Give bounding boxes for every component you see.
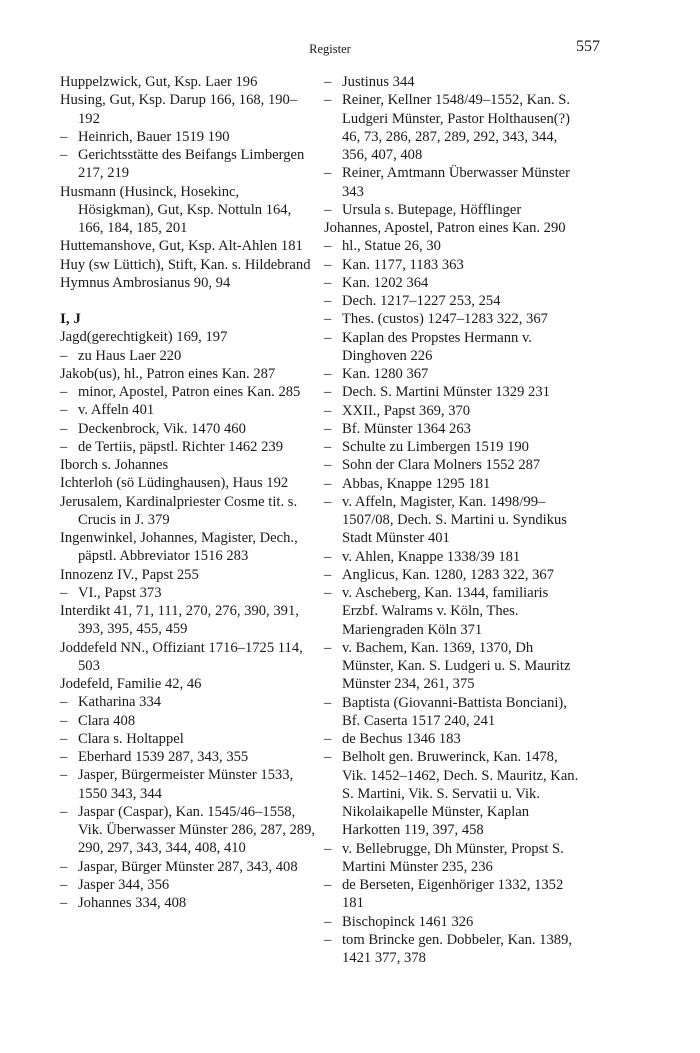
entry-text: Jakob(us), hl., Patron eines Kan. 287 [60, 365, 276, 382]
entry-text: de Bechus 1346 183 [342, 731, 461, 747]
index-subentry [60, 438, 318, 456]
entry-text: de Tertiis, päpstl. Richter 1462 239 [78, 438, 284, 455]
index-entry [60, 493, 318, 530]
index-subentry [324, 438, 582, 456]
subentry-dash: – [324, 201, 332, 218]
subentry-dash: – [60, 694, 68, 711]
entry-text: Huppelzwick, Gut, Ksp. Laer 196 [60, 74, 258, 90]
entry-text: Johannes 334, 408 [78, 895, 187, 911]
subentry-dash: – [324, 420, 332, 437]
entry-text: Heinrich, Bauer 1519 190 [78, 128, 230, 145]
entry-text: Johannes, Apostel, Patron eines Kan. 290 [324, 220, 566, 236]
entry-text: Gerichtsstätte des Beifangs Limbergen 217, 219 [78, 147, 305, 182]
index-subentry [324, 329, 582, 366]
index-subentry [324, 876, 582, 913]
subentry-dash: – [324, 639, 332, 656]
entry-text: Huttemanshove, Gut, Ksp. Alt-Ahlen 181 [60, 238, 303, 255]
subentry-dash: – [60, 712, 68, 729]
index-subentry [324, 274, 582, 292]
entry-text: Jagd(gerechtigkeit) 169, 197 [60, 329, 228, 346]
entry-text: Jerusalem, Kardinalpriester Cosme tit. s. Crucis in J. 379 [60, 493, 298, 528]
entry-text: Dech. 1217–1227 253, 254 [342, 293, 501, 309]
subentry-dash: – [60, 402, 68, 419]
index-column-left [60, 73, 318, 912]
entry-text: tom Brincke gen. Dobbeler, Kan. 1389, 1421 377, 378 [342, 931, 573, 966]
index-subentry [324, 256, 582, 274]
subentry-dash: – [324, 165, 332, 182]
index-subentry [60, 766, 318, 803]
subentry-dash: – [60, 384, 68, 400]
subentry-dash: – [324, 92, 332, 109]
subentry-dash: – [324, 694, 332, 711]
index-subentry [324, 548, 582, 566]
index-subentry [60, 584, 318, 602]
index-entry [60, 183, 318, 238]
entry-text: Ingenwinkel, Johannes, Magister, Dech., päpstl. Abbreviator 1516 283 [60, 530, 298, 565]
index-entry [60, 328, 318, 346]
entry-text: minor, Apostel, Patron eines Kan. 285 [78, 384, 301, 400]
entry-text: XXII., Papst 369, 370 [342, 402, 471, 419]
index-entry [60, 73, 318, 91]
entry-text: Bf. Münster 1364 263 [342, 420, 471, 437]
index-subentry [60, 146, 318, 183]
entry-text: Joddefeld NN., Offiziant 1716–1725 114, 503 [60, 639, 303, 674]
subentry-dash: – [60, 438, 68, 455]
index-subentry [324, 237, 582, 255]
index-entry [60, 456, 318, 474]
entry-text: hl., Statue 26, 30 [342, 238, 441, 255]
subentry-dash: – [324, 238, 332, 255]
index-subentry [60, 712, 318, 730]
subentry-dash: – [324, 566, 332, 583]
page-number: 557 [576, 38, 600, 55]
index-subentry [324, 164, 582, 201]
entry-text: Dech. S. Martini Münster 1329 231 [342, 384, 550, 401]
index-subentry [324, 91, 582, 164]
entry-text: Kan. 1202 364 [342, 274, 429, 291]
index-column-right [324, 73, 582, 967]
entry-text: Eberhard 1539 287, 343, 355 [78, 749, 249, 765]
entry-text: v. Ascheberg, Kan. 1344, familiaris Erzbf. Walrams v. Köln, Thes. Mariengraden Köln 371 [342, 585, 549, 638]
entry-text: Jaspar, Bürger Münster 287, 343, 408 [78, 858, 298, 875]
subentry-dash: – [60, 147, 68, 163]
index-entry [60, 237, 318, 255]
subentry-dash: – [60, 876, 68, 893]
entry-text: Huy (sw Lüttich), Stift, Kan. s. Hildebrand [60, 256, 311, 273]
index-subentry [324, 456, 582, 474]
index-subentry [324, 730, 582, 748]
subentry-dash: – [324, 457, 332, 474]
subentry-dash: – [324, 256, 332, 273]
entry-text: Iborch s. Johannes [60, 457, 169, 473]
index-entry [60, 474, 318, 492]
entry-text: v. Ahlen, Knappe 1338/39 181 [342, 548, 521, 565]
index-subentry [60, 401, 318, 419]
index-subentry [324, 73, 582, 91]
entry-text: Justinus 344 [342, 74, 415, 90]
entry-text: Anglicus, Kan. 1280, 1283 322, 367 [342, 566, 555, 583]
entry-text: v. Affeln 401 [78, 402, 155, 419]
subentry-dash: – [324, 877, 332, 893]
index-entry [60, 91, 318, 128]
index-entry [60, 639, 318, 676]
section-heading: I, J [60, 311, 81, 327]
index-subentry [60, 876, 318, 894]
index-subentry [324, 365, 582, 383]
index-subentry [60, 894, 318, 912]
index-subentry [60, 128, 318, 146]
entry-text: Baptista (Giovanni-Battista Bonciani), Bf. Caserta 1517 240, 241 [342, 694, 567, 729]
index-subentry [60, 730, 318, 748]
index-subentry [324, 694, 582, 731]
entry-text: v. Bachem, Kan. 1369, 1370, Dh Münster, Kan. S. Ludgeri u. S. Mauritz Münster 234, 261, 375 [342, 639, 571, 693]
entry-text: zu Haus Laer 220 [78, 347, 182, 364]
subentry-dash: – [324, 840, 332, 857]
subentry-dash: – [324, 493, 332, 510]
entry-text: Katharina 334 [78, 694, 162, 711]
subentry-dash: – [60, 803, 68, 820]
index-subentry [324, 292, 582, 310]
subentry-dash: – [324, 931, 332, 948]
subentry-dash: – [324, 731, 332, 747]
entry-text: Kan. 1280 367 [342, 366, 429, 382]
index-entry [60, 675, 318, 693]
subentry-dash: – [324, 749, 332, 766]
index-subentry [324, 748, 582, 839]
index-subentry [60, 693, 318, 711]
index-subentry [60, 748, 318, 766]
subentry-dash: – [324, 293, 332, 309]
index-subentry [60, 420, 318, 438]
subentry-dash: – [60, 128, 68, 145]
subentry-dash: – [324, 74, 332, 90]
subentry-dash: – [60, 420, 68, 437]
subentry-dash: – [60, 749, 68, 765]
index-entry [60, 365, 318, 383]
index-entry [324, 219, 582, 237]
subentry-dash: – [324, 402, 332, 419]
entry-text: Ichterloh (sö Lüdinghausen), Haus 192 [60, 475, 289, 492]
entry-text: Reiner, Amtmann Überwasser Münster 343 [342, 165, 570, 200]
entry-text: Kaplan des Propstes Hermann v. Dinghoven 226 [342, 329, 532, 364]
entry-text: Sohn der Clara Molners 1552 287 [342, 457, 541, 474]
entry-text: Interdikt 41, 71, 111, 270, 276, 390, 391, 393, 395, 455, 459 [60, 603, 299, 638]
index-subentry [324, 383, 582, 401]
index-subentry [324, 310, 582, 328]
index-subentry [60, 347, 318, 365]
entry-text: Reiner, Kellner 1548/49–1552, Kan. S. Ludgeri Münster, Pastor Holthausen(?) 46, 73, 286, 287, 289, 292, 343, 344, 356, 407, 408 [342, 92, 571, 163]
subentry-dash: – [60, 858, 68, 875]
subentry-dash: – [60, 730, 68, 747]
index-subentry [324, 913, 582, 931]
subentry-dash: – [324, 384, 332, 401]
index-subentry [324, 584, 582, 639]
entry-text: Belholt gen. Bruwerinck, Kan. 1478, Vik. 1452–1462, Dech. S. Mauritz, Kan. S. Martini, Vik. S. Servatii u. Vik. Nikolaikapelle Münster, Kaplan Harkotten 119, 397, 458 [342, 749, 579, 839]
entry-text: Jasper 344, 356 [78, 876, 170, 893]
entry-text: Clara 408 [78, 712, 136, 729]
entry-text: Ursula s. Butepage, Höfflinger [342, 201, 522, 218]
entry-text: Thes. (custos) 1247–1283 322, 367 [342, 311, 548, 328]
subentry-dash: – [324, 329, 332, 346]
subentry-dash: – [60, 767, 68, 784]
subentry-dash: – [324, 366, 332, 382]
entry-text: Clara s. Holtappel [78, 730, 184, 747]
page-header [60, 38, 600, 58]
index-entry [60, 602, 318, 639]
entry-text: Bischopinck 1461 326 [342, 913, 474, 930]
index-subentry [324, 566, 582, 584]
index-subentry [324, 402, 582, 420]
index-entry [60, 529, 318, 566]
entry-text: Schulte zu Limbergen 1519 190 [342, 439, 529, 455]
subentry-dash: – [60, 347, 68, 364]
section-gap [60, 292, 318, 310]
subentry-dash: – [324, 311, 332, 328]
entry-text: VI., Papst 373 [78, 584, 162, 601]
index-subentry [324, 840, 582, 877]
subentry-dash: – [324, 475, 332, 492]
index-subentry [324, 420, 582, 438]
subentry-dash: – [324, 585, 332, 601]
index-subentry [324, 475, 582, 493]
entry-text: de Berseten, Eigenhöriger 1332, 1352 181 [342, 877, 564, 912]
index-subentry [60, 383, 318, 401]
running-title: Register [309, 42, 351, 56]
entry-text: v. Affeln, Magister, Kan. 1498/99–1507/08, Dech. S. Martini u. Syndikus Stadt Münster 401 [342, 493, 567, 547]
entry-text: Abbas, Knappe 1295 181 [342, 475, 491, 492]
subentry-dash: – [324, 548, 332, 565]
subentry-dash: – [60, 895, 68, 911]
index-entry [60, 274, 318, 292]
subentry-dash: – [60, 584, 68, 601]
entry-text: Hymnus Ambrosianus 90, 94 [60, 274, 231, 291]
entry-text: Jodefeld, Familie 42, 46 [60, 676, 202, 692]
index-subentry [324, 931, 582, 968]
subentry-dash: – [324, 439, 332, 455]
index-subentry [324, 201, 582, 219]
index-entry [60, 566, 318, 584]
subentry-dash: – [324, 274, 332, 291]
index-entry [60, 256, 318, 274]
entry-text: v. Bellebrugge, Dh Münster, Propst S. Martini Münster 235, 236 [342, 840, 564, 875]
entry-text: Deckenbrock, Vik. 1470 460 [78, 420, 246, 437]
index-subentry [60, 803, 318, 858]
entry-text: Jaspar (Caspar), Kan. 1545/46–1558, Vik. Überwasser Münster 286, 287, 289, 290, 297, 343, 344, 408, 410 [78, 803, 316, 857]
entry-text: Husing, Gut, Ksp. Darup 166, 168, 190–192 [60, 92, 298, 127]
index-subentry [324, 639, 582, 694]
entry-text: Kan. 1177, 1183 363 [342, 256, 464, 273]
index-subentry [60, 858, 318, 876]
index-subentry [324, 493, 582, 548]
entry-text: Innozenz IV., Papst 255 [60, 566, 199, 583]
subentry-dash: – [324, 913, 332, 930]
entry-text: Jasper, Bürgermeister Münster 1533, 1550 343, 344 [78, 767, 294, 802]
entry-text: Husmann (Husinck, Hosekinc, Hösigkman), Gut, Ksp. Nottuln 164, 166, 184, 185, 201 [60, 183, 292, 236]
